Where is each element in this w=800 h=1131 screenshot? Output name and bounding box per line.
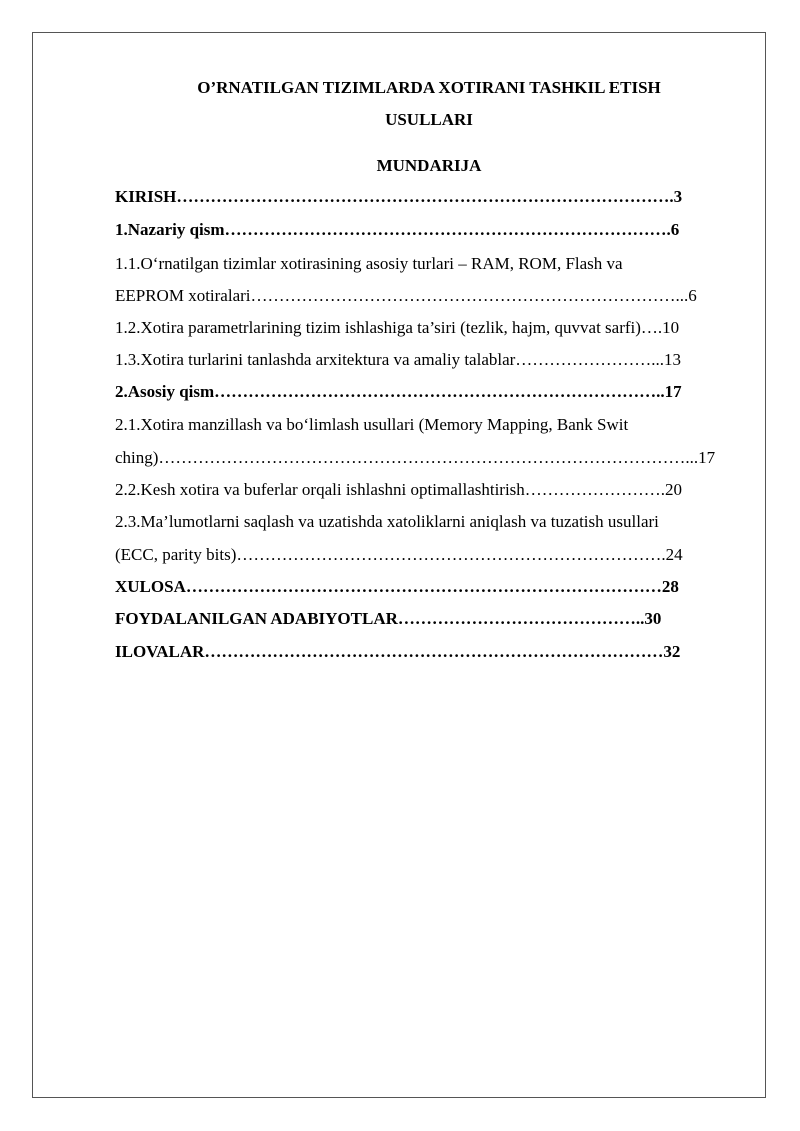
toc-line: 1.1.O‘rnatilgan tizimlar xotirasining asosiy turlari – RAM, ROM, Flash va xyxy=(115,254,623,273)
toc-line: 1.2.Xotira parametrlarining tizim ishlashiga ta’siri (tezlik, hajm, quvvat sarfi)….10 xyxy=(115,318,680,337)
toc-line: 1.3.Xotira turlarini tanlashda arxitektura va amaliy talablar……………………...13 xyxy=(115,350,682,369)
toc-line: XULOSA…………………………………………………………………………28 xyxy=(115,577,679,596)
toc-line: EEPROM xotiralari…………………………………………………………………...6 xyxy=(115,286,697,305)
document-title-line2: USULLARI xyxy=(385,110,473,129)
document-title-line1: O’RNATILGAN TIZIMLARDA XOTIRANI TASHKIL ETISH xyxy=(197,78,661,97)
toc-line: KIRISH…………………………………………………………………………….3 xyxy=(115,187,683,206)
toc-line: ching)…………………………………………………………………………………...17 xyxy=(115,448,716,467)
toc-line: 1.Nazariy qism…………………………………………………………………….6 xyxy=(115,220,680,239)
toc-line: ILOVALAR………………………………………………………………………32 xyxy=(115,642,681,661)
toc-line: 2.3.Ma’lumotlarni saqlash va uzatishda xatoliklarni aniqlash va tuzatish usullari xyxy=(115,512,659,531)
toc-line: 2.1.Xotira manzillash va bo‘limlash usullari (Memory Mapping, Bank Swit xyxy=(115,415,629,434)
toc-heading: MUNDARIJA xyxy=(376,156,482,175)
toc-line: FOYDALANILGAN ADABIYOTLAR……………………………………..30 xyxy=(115,609,662,628)
toc-line: (ECC, parity bits)………………………………………………………………….24 xyxy=(115,545,683,564)
toc-line: 2.Asosiy qism……………………………………………………………………..17 xyxy=(115,382,682,401)
toc-line: 2.2.Kesh xotira va buferlar orqali ishlashni optimallashtirish…………………….20 xyxy=(115,480,683,499)
